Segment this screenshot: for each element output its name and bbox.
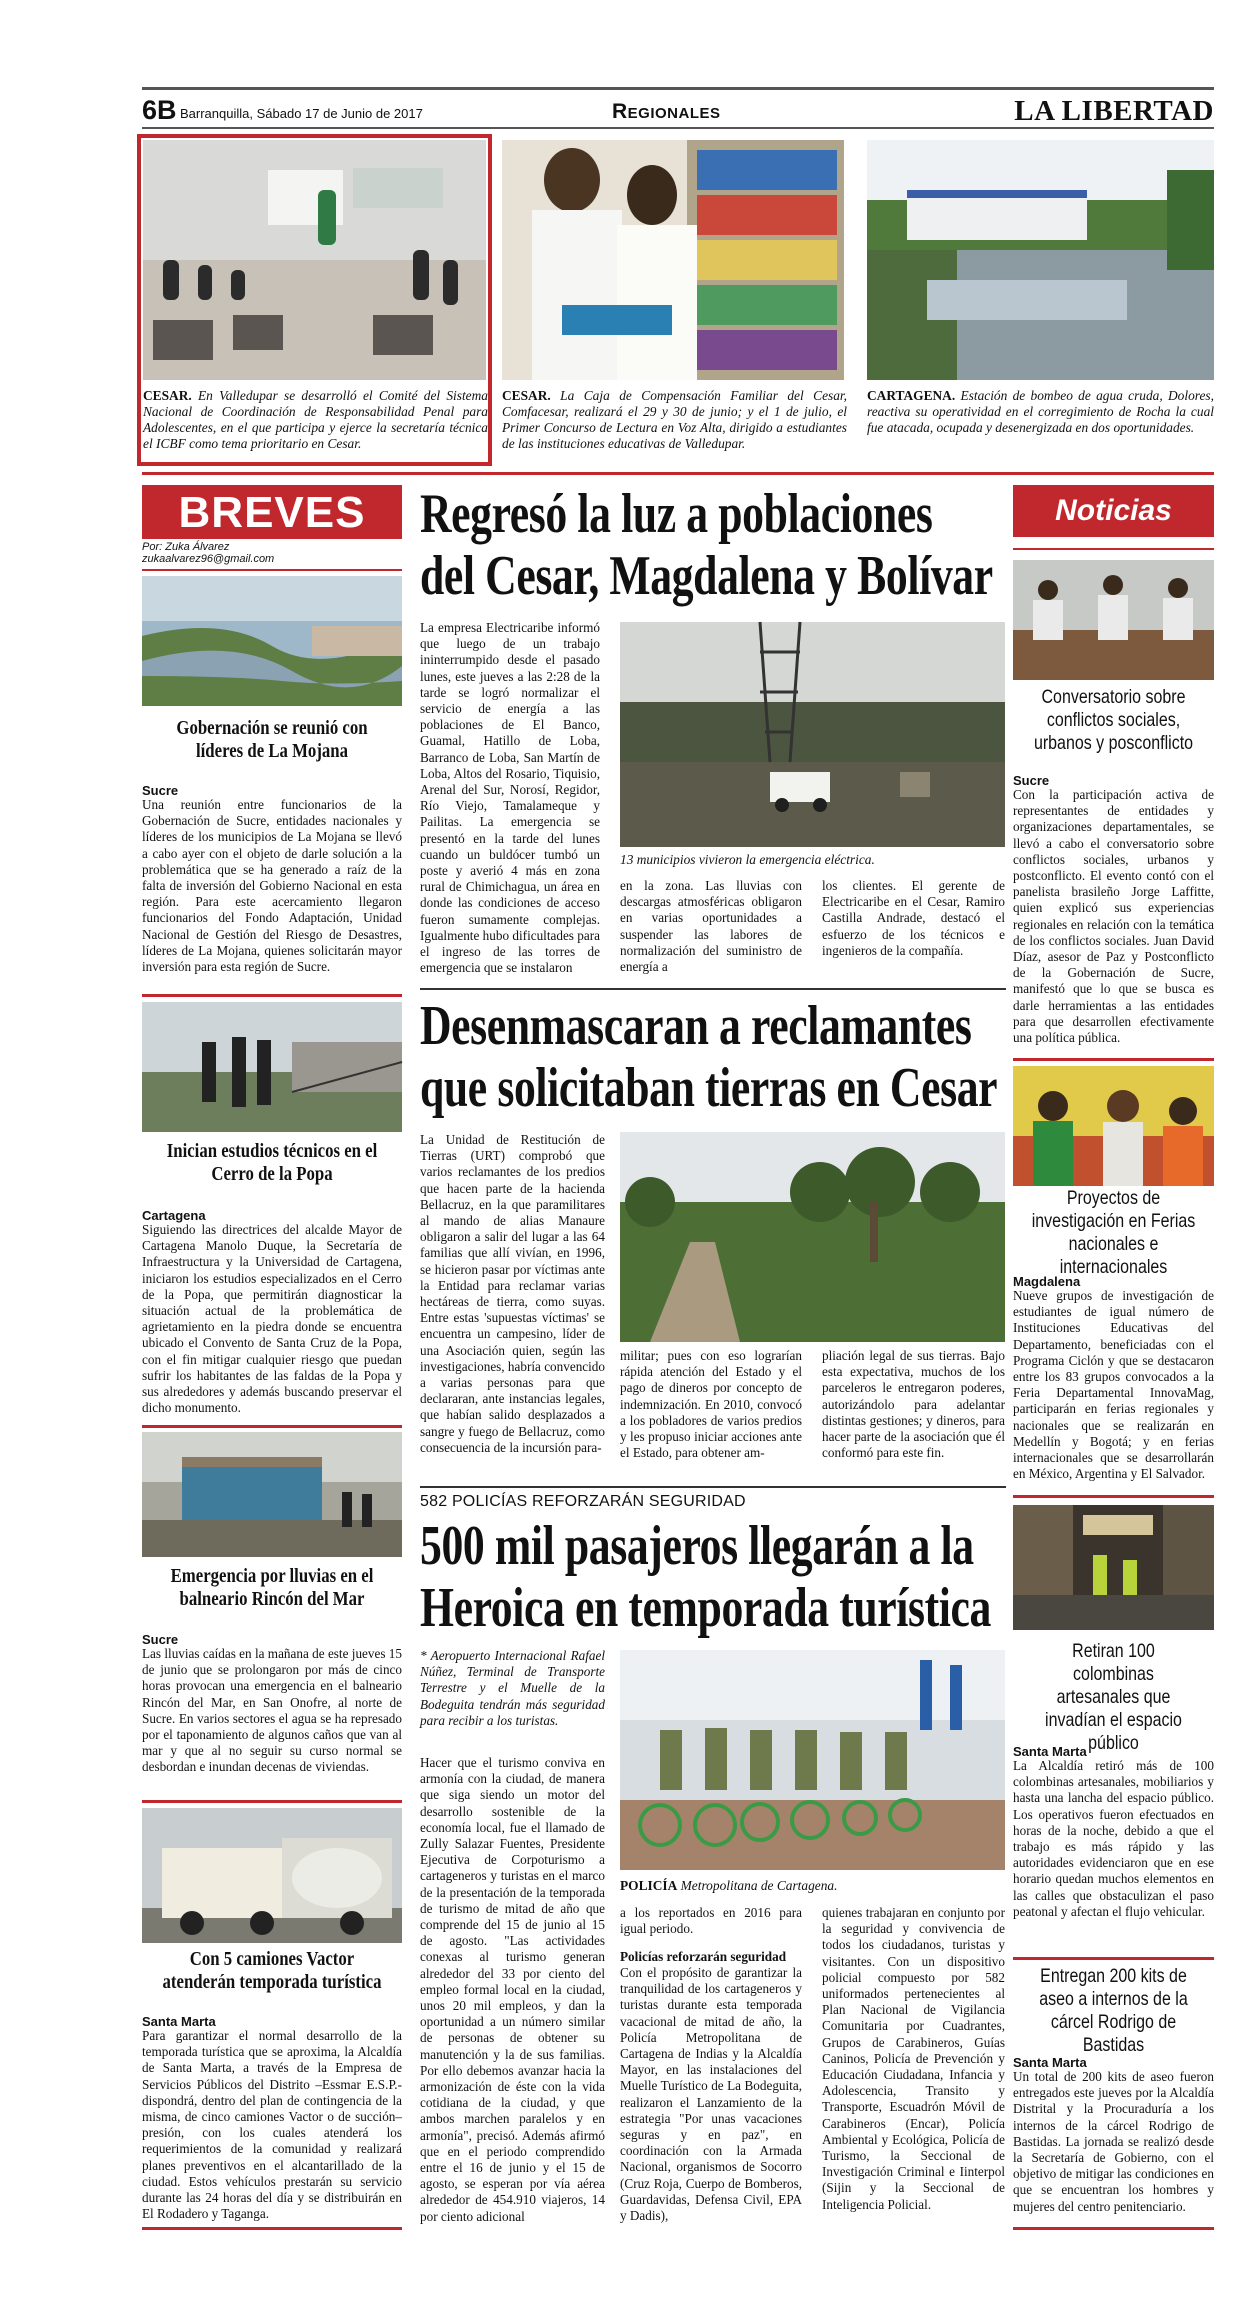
- section-name: Regionales: [612, 100, 721, 123]
- brief-body-mojana: Una reunión entre funcionarios de la Gobernación de Sucre, entidades nacionales y líderes de los municipios de La Mojana se llevó a cabo ayer con el objeto de darle solución a la problemática que se ha generado a raíz de la falta de inversión del Gobierno Nacional en esta región. Para este acercamiento llegaron funcionarios del Fondo Adaptación, Unidad Nacional de Gestión del Riesgo de Desastres, líderes de La Mojana, quienes solicitarán mayor inversión para esta región de Sucre.: [142, 797, 402, 975]
- photo-colombinas: [1013, 1505, 1214, 1630]
- noticia-title-conversatorio: Conversatorio sobre conflictos sociales, urbanos y posconflicto: [1033, 686, 1194, 754]
- noticia-place: Santa Marta: [1013, 2055, 1087, 2070]
- noticias-banner-text: Noticias: [1055, 494, 1172, 527]
- caption-text: En Valledupar se desarrolló el Comité del Sistema Nacional de Coordinación de Responsabilidad Penal para Adolescentes, en el que participa y ejerce la secretaría técnica el ICBF como tema prioritario en Cesar.: [143, 388, 488, 451]
- caption-bold: POLICÍA: [620, 1878, 678, 1893]
- article2-col2: militar; pues con eso lograrían rápida atención del Estado y el pago de dineros por concepto de indemnización. En 2010, convocó a los pobladores de varios predios y les propuso iniciar acciones ante el Estado, para obtener am-: [620, 1348, 802, 1461]
- masthead: LA LIBERTAD: [1014, 95, 1214, 127]
- brief-place: Sucre: [142, 783, 179, 798]
- photo-la-mojana: [142, 576, 402, 706]
- noticia-body-kits: Un total de 200 kits de aseo fueron entregados este jueves por la Alcaldía Distrital y la Procuraduría a los internos de la cárcel Rodrigo de Bastidas. La jornada se realizó desde la Secretaría de Gobierno, con el objetivo de mitigar las condiciones en que se encuentran los hombres y mujeres del centro penitenciario.: [1013, 2069, 1214, 2214]
- header-bottom-rule: [142, 127, 1214, 129]
- caption-text: Estación de bombeo de agua cruda, Dolores, reactiva su operatividad en el corregimiento de Rocha la cual fue atacada, ocupada y desenergizada en dos oportunidades.: [867, 388, 1214, 435]
- brief-place: Cartagena: [142, 1208, 206, 1223]
- brief-title-wrap: [142, 1140, 402, 1186]
- article1-col1: La empresa Electricaribe informó que luego de un trabajo ininterrumpido desde el pasado lunes, este jueves a las 2:28 de la tarde se logró normalizar el servicio de energía a las poblaciones de El Banco, Guamal, Hatillo de Loba, Barranco de Loba, San Martín de Loba, Altos del Rosario, Tiquisio, Arenal del Sur, Norosí, Regidor, Río Viejo, Tamalameque y Pailitas. La emergencia se presentó en la tarde del lunes cuando un buldócer tumbó un poste y averió 4 más en zona rural de Chimichagua, un área en donde las condiciones de acceso fueron sumamente complejas. Igualmente hubo dificultades para el ingreso de las torres de emergencia que se instalaron: [420, 620, 600, 976]
- article3-subhead: Policías reforzarán seguridad: [620, 1949, 787, 1964]
- dateline: Barranquilla, Sábado 17 de Junio de 2017: [180, 106, 423, 121]
- noticia-title-wrap: [1013, 686, 1214, 755]
- brief-title-wrap: [142, 1565, 402, 1611]
- article-divider: [420, 988, 1006, 990]
- photo-bellacruz-road: [620, 1132, 1005, 1342]
- article3-headline-1: 500 mil pasajeros llegarán a la: [420, 1515, 974, 1577]
- brief-place: Sucre: [142, 1632, 179, 1647]
- caption-place: CESAR.: [143, 388, 192, 403]
- article2-col1: La Unidad de Restitución de Tierras (URT) comprobó que varios reclamantes de los predios que hacen parte de la hacienda Bellacruz, en la que paramilitares al mando de alias Manaure obligaron a salir del lugar a las 64 familias que allí vivían, en 1996, se hicieron pasar por víctimas ante la Entidad para reclamar varias hectáreas de tierra, como suyas. Entre estas 'supuestas víctimas' se encuentra un campesino, líder de una Asociación quien, según las investigaciones, habría convencido a varias personas para que declararan, ante instancias legales, que habían salido desplazados a sangre y fuego de Bellacruz, como consecuencia de la incursión para-: [420, 1132, 605, 1455]
- caption-place: CESAR.: [502, 388, 551, 403]
- noticia-place: Santa Marta: [1013, 1744, 1087, 1759]
- noticia-divider: [1013, 1957, 1214, 1960]
- brief-place: Santa Marta: [142, 2014, 216, 2029]
- brief-title-rincon: Emergencia por lluvias en el balneario Rincón del Mar: [170, 1566, 374, 1610]
- brief-body-vactor: Para garantizar el normal desarrollo de la temporada turística que se aproxima, la Alcaldía de Santa Marta, a través de la Empresa de Servicios Públicos del Distrito –Essmar E.S.P.- dispondrá, dentro del plan de contingencia de la misma, de cinco camiones Vactor o de succión–presión, con los cuales atenderá los requerimientos de la comunidad y realizará planes preventivos en el alcantarillado de la ciudad. Estos vehículos prestarán su servicio durante las 24 horas del día y se distribuirán en El Rodadero y Taganga.: [142, 2028, 402, 2222]
- noticia-title-kits: Entregan 200 kits de aseo a internos de la cárcel Rodrigo de Bastidas: [1039, 1965, 1188, 2056]
- article-divider: [420, 1486, 1006, 1488]
- caption-cesar-icbf: [143, 388, 488, 460]
- noticia-divider: [1013, 1058, 1214, 1061]
- photo-ferias: [1013, 1066, 1214, 1186]
- noticia-title-colombinas: Retiran 100 colombinas artesanales que invadían el espacio público: [1045, 1640, 1182, 1754]
- brief-body-popa: Siguiendo las directrices del alcalde Mayor de Cartagena Manolo Duque, la Secretaría de Infraestructura y la Universidad de Cartagena, iniciaron los estudios especializados en el Cerro de la Popa, que permitirán diagnosticar la situación actual de la problemática de agrietamiento en la piedra donde se encuentra ubicado el Convento de Santa Cruz de la Popa, con el fin mitigar cualquier riesgo que puedan sufrir los habitantes de las faldas de la Popa y sus alrededores y además buscando preservar el dicho monumento.: [142, 1222, 402, 1416]
- article2-headline-1: Desenmascaran a reclamantes: [420, 995, 972, 1057]
- article2-col3: pliación legal de sus tierras. Bajo esta expectativa, muchos de los parceleros le entregaron poderes, autorizándolo para adelantar distintas gestiones; y dineros, para hacer parte de la asociación que él conformó para este fin.: [822, 1348, 1005, 1461]
- header-top-rule: [142, 87, 1214, 90]
- brief-title-wrap: [142, 717, 402, 763]
- article3-caption: [620, 1878, 1005, 1896]
- photo-pumping-station: [867, 140, 1214, 380]
- article3-col2: Con el propósito de garantizar la tranquilidad de los cartageneros y turistas durante esta temporada vacacional de mitad de año, la Policía Metropolitana de Cartagena de Indias y la Alcaldía Mayor, en las instalaciones del Muelle Turístico de La Bodeguita, realizaron el Lanzamiento de la estrategia "Por unas vacaciones seguras y en paz", en coordinación con la Armada Nacional, organismos de Socorro (Cruz Roja, Cuerpo de Bomberos, Guardavidas, Defensa Civil, EPA y Dadis),: [620, 1965, 802, 2224]
- page-number: 6B: [142, 95, 177, 125]
- noticia-place: Sucre: [1013, 773, 1050, 788]
- brief-title-vactor: Con 5 camiones Vactor atenderán temporada turística: [162, 1949, 382, 1993]
- noticia-title-wrap: [1013, 1640, 1214, 1755]
- article1-col2: en la zona. Las lluvias con descargas atmosféricas obligaron en varias oportunidades a suspender las labores de normalización del suministro de energía a: [620, 878, 802, 975]
- brief-title-mojana: Gobernación se reunió con líderes de La Mojana: [176, 718, 368, 762]
- article3-col2-top: a los reportados en 2016 para igual periodo.: [620, 1905, 802, 1937]
- article1-headline-2: del Cesar, Magdalena y Bolívar: [420, 545, 993, 607]
- section-divider: [142, 472, 1214, 475]
- photo-conversatorio: [1013, 560, 1214, 680]
- caption-cesar-comfacesar: [502, 388, 847, 460]
- noticia-title-wrap: [1013, 1965, 1214, 2057]
- noticia-divider: [1013, 2227, 1214, 2230]
- noticia-place: Magdalena: [1013, 1274, 1081, 1289]
- photo-camiones-vactor: [142, 1808, 402, 1943]
- breves-byline: Por: Zuka Álvarez: [142, 541, 230, 553]
- noticia-title-wrap: [1013, 1187, 1214, 1279]
- noticia-title-ferias: Proyectos de investigación en Ferias nacionales e internacionales: [1031, 1187, 1196, 1278]
- noticia-body-colombinas: La Alcaldía retiró más de 100 colombinas artesanales, mobiliarios y hasta una lancha del espacio público. Los operativos fueron efectuados en horas de la noche, debido a que el trabajo es más rápido y las autoridades evidenciaron que en ese horario quedan muchos elementos en las calles que obstaculizan el paso peatonal y afectan el flujo vehicular.: [1013, 1758, 1214, 1919]
- article1-headline-1: Regresó la luz a poblaciones: [420, 483, 933, 545]
- article1-col3: los clientes. El gerente de Electricaribe en el Cesar, Ramiro Castilla Andrade, destacó el esfuerzo de los técnicos e ingenieros de la compañía.: [822, 878, 1005, 958]
- brief-divider: [142, 1800, 402, 1803]
- photo-electric-tower: [620, 622, 1005, 847]
- brief-title-wrap: [142, 1948, 402, 1994]
- breves-banner-text: BREVES: [178, 488, 366, 537]
- article1-caption: 13 municipios vivieron la emergencia eléctrica.: [620, 852, 875, 867]
- photo-reading-students: [502, 140, 844, 380]
- brief-body-rincon: Las lluvias caídas en la mañana de este jueves 15 de junio que se prolongaron por más de cinco horas provocan una emergencia en el balneario Rincón del Mar, en San Onofre, al norte de Sucre. En varios sectores el agua se ha represado por el taponamiento de algunos caños que van al mar y que al no seguir su curso normal se desbordan e inundan decenas de viviendas.: [142, 1646, 402, 1775]
- caption-text: Metropolitana de Cartagena.: [677, 1878, 838, 1893]
- breves-email: zukaalvarez96@gmail.com: [142, 553, 275, 565]
- article3-lead: * Aeropuerto Internacional Rafael Núñez, Terminal de Transporte Terrestre y el Muelle de la Bodeguita tendrán más seguridad para recibir a los turistas.: [420, 1648, 605, 1728]
- brief-title-popa: Inician estudios técnicos en el Cerro de la Popa: [166, 1141, 378, 1185]
- article3-col3: quienes trabajaran en conjunto por la seguridad y convivencia de todos los ciudadanos, turistas y visitantes. Con un dispositivo policial compuesto por 582 uniformados pertenecientes al Plan Nacional de Vigilancia Comunitaria por Cuadrantes, Grupos de Carabineros, Guías Caninos, Policía de Prevención y Educación Ciudadana, Infancia y Adolescencia, Transito y Transporte, Escuadrón Móvil de Carabineros (Encar), Policía Ambiental y Ecológica, Policía de Turismo, la Seccional de Investigación Criminal e Iinterpol (Sijin y la Seccional de Inteligencia Policial.: [822, 1905, 1005, 2212]
- caption-cartagena-bombeo: [867, 388, 1214, 460]
- caption-place: CARTAGENA.: [867, 388, 956, 403]
- article3-kicker: 582 POLICÍAS REFORZARÁN SEGURIDAD: [420, 1493, 746, 1510]
- breves-rule: [142, 569, 402, 571]
- brief-divider: [142, 1425, 402, 1428]
- caption-text: La Caja de Compensación Familiar del Cesar, Comfacesar, realizará el 29 y 30 de junio; y el 1 de julio, el Primer Concurso de Lectura en Voz Alta, dirigido a estudiantes de las instituciones educativas de Valledupar.: [502, 388, 847, 451]
- article3-col1: Hacer que el turismo conviva en armonía con la ciudad, de manera que siga siendo un motor del desarrollo sostenible de la economía local, fue el llamado de Zully Salazar Fuentes, Presidente Ejecutiva de Corpoturismo a cartageneros y turistas en el marco de la presentación de la temporada de turismo de mitad de año que comprende del 15 de junio al 15 de agosto. "Las actividades conexas al turismo generan alrededor del 33 por ciento del empleo formal local en la ciudad, unos 20 mil empleos, y dan la oportunidad a un número similar de personas de obtener su manutención y la de sus familias. Por ello debemos avanzar hacia la armonización de éste con la vida cotidiana de la ciudad, y que ambos marchen paralelos y en armonía", precisó. Además afirmó que en el periodo comprendido entre el 16 de junio y el 15 de agosto, se esperan por vía aérea alrededor de 454.910 viajeros, 14 por ciento adicional: [420, 1755, 605, 2224]
- article2-headline-2: que solicitaban tierras en Cesar: [420, 1057, 998, 1119]
- article3-headline-2: Heroica en temporada turística: [420, 1577, 991, 1639]
- photo-rincon-del-mar: [142, 1432, 402, 1557]
- photo-police-bicycles: [620, 1650, 1005, 1870]
- brief-divider: [142, 2227, 402, 2230]
- noticia-body-conversatorio: Con la participación activa de representantes de entidades y organizaciones departamentales, se llevó a cabo el conversatorio sobre conflictos sociales, urbanos y postconflicto. El evento contó con el panelista brasileño Jorge Laffitte, quien explicó sus experiencias regionales en relación con la temática de los conflictos sociales. Juan David Díaz, asesor de Paz y Postconflicto de la Gobernación de Sucre, manifestó que lo que se busca es darle herramientas a las entidades para que desarrollen efectivamente una política pública.: [1013, 787, 1214, 1046]
- brief-divider: [142, 994, 402, 997]
- photo-icbf-meeting: [143, 140, 486, 380]
- noticias-rule: [1013, 548, 1214, 550]
- noticia-divider: [1013, 1495, 1214, 1498]
- photo-cerro-popa: [142, 1002, 402, 1132]
- noticia-body-ferias: Nueve grupos de investigación de estudiantes de igual número de Instituciones Educativas del Departamento, beneficiadas con el Programa Ciclón y que se destacaron entre los 83 grupos convocados a la Feria Departamental InnovaMag, participarán en ferias regionales y nacionales que se realizarán en Medellín y Bogotá; y en ferias internacionales que se desarrollarán en México, Argentina y El Salvador.: [1013, 1288, 1214, 1482]
